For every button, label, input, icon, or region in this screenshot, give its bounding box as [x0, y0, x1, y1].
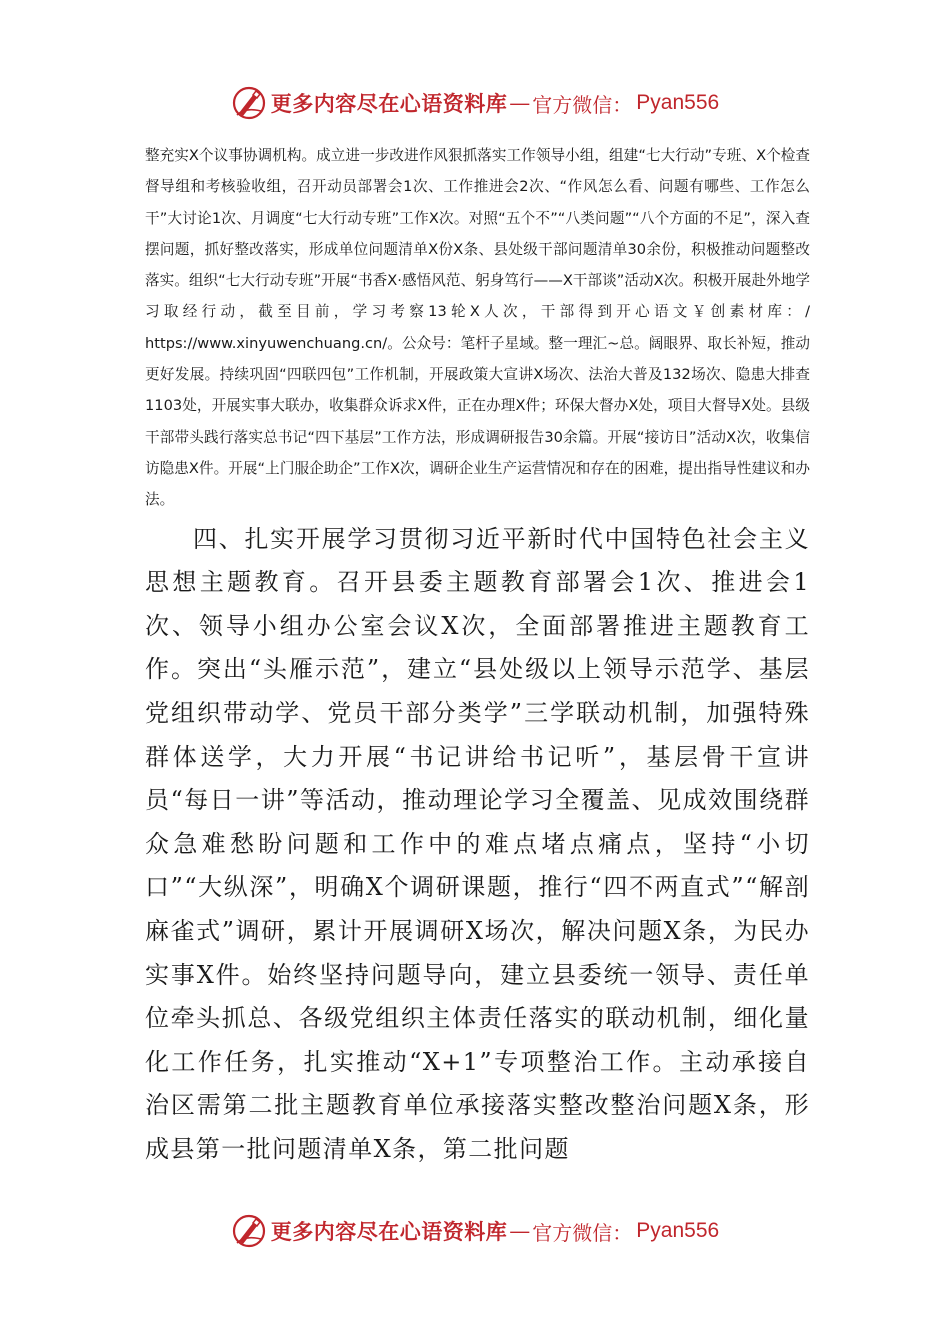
pen-logo-icon [231, 85, 267, 121]
header-banner [0, 80, 950, 126]
banner-subtitle: 官方微信： [532, 1220, 633, 1245]
banner-separator: — [509, 1219, 531, 1243]
banner-subtitle: 官方微信： [532, 92, 633, 117]
banner-title: 更多内容尽在心语资料库 [270, 1219, 508, 1244]
document-body [145, 140, 810, 1171]
pen-logo-icon [231, 1213, 267, 1249]
banner-wechat-id: Pyan556 [636, 1219, 720, 1242]
paragraph-section-four: 四、扎实开展学习贯彻习近平新时代中国特色社会主义思想主题教育。召开县委主题教育部署会1次、推进会1次、领导小组办公室会议X次，全面部署推进主题教育工作。突出“头雁示范”，建立“县处级以上领导示范学、基层党组织带动学、党员干部分类学”三学联动机制，加强特殊群体送学，大力开展“书记讲给书记听”，基层骨干宣讲员“每日一讲”等活动，推动理论学习全覆盖、见成效围绕群众急难愁盼问题和工作中的难点堵点痛点，坚持“小切口”“大纵深”，明确X个调研课题，推行“四不两直式”“解剖麻雀式”调研，累计开展调研X场次，解决问题X条，为民办实事X件。始终坚持问题导向，建立县委统一领导、责任单位牵头抓总、各级党组织主体责任落实的联动机制，细化量化工作任务，扎实推动“X+1”专项整治工作。主动承接自治区需第二批主题教育单位承接落实整改整治问题X条，形成县第一批问题清单X条，第二批问题 [145, 524, 810, 1163]
paragraph-continued: 整充实X个议事协调机构。成立进一步改进作风狠抓落实工作领导小组，组建“七大行动”专班、X个检查督导组和考核验收组，召开动员部署会1次、工作推进会2次、“作风怎么看、问题有哪些、工作怎么干”大讨论1次、月调度“七大行动专班”工作X次。对照“五个不”“八类问题”“八个方面的不足”，深入查摆问题，抓好整改落实，形成单位问题清单X份X条、县处级干部问题清单30余份，积极推动问题整改落实。组织“七大行动专班”开展“书香X·感悟风范、躬身笃行——X干部谈”活动X次。积极开展赴外地学习取经行动，截至目前，学习考察13轮X人次，干部得到开心语文￥创素材库：/ https://www.xinyuwenchuang.cn/。公众号：笔杆子星域。整一理汇~总。阔眼界、取长补短，推动更好发展。持续巩固“四联四包”工作机制，开展政策大宣讲X场次、法治大普及132场次、隐患大排查1103处，开展实事大联办，收集群众诉求X件，正在办理X件；环保大督办X处，项目大督导X处。县级干部带头践行落实总书记“四下基层”工作方法，形成调研报告30余篇。开展“接访日”活动X次，收集信访隐患X件。开展“上门服企助企”工作X次，调研企业生产运营情况和存在的困难，提出指导性建议和办法。 [145, 147, 810, 509]
banner-title: 更多内容尽在心语资料库 [270, 91, 508, 116]
banner-separator: — [509, 91, 531, 115]
banner-wechat-id: Pyan556 [636, 91, 720, 114]
footer-banner [0, 1208, 950, 1254]
